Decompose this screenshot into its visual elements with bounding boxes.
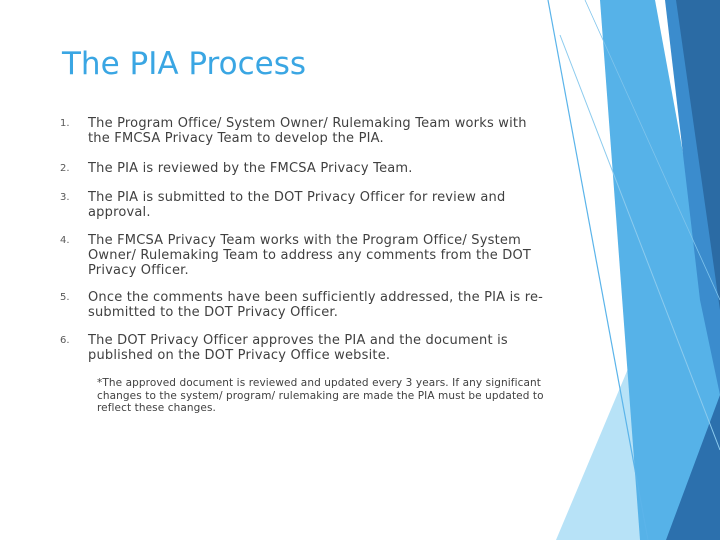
step-text: The DOT Privacy Officer approves the PIA and the document is published on the DOT Privacy Office website.: [88, 333, 508, 363]
step-number: 3.: [60, 192, 70, 203]
step-text: The PIA is submitted to the DOT Privacy Officer for review and approval.: [88, 190, 506, 220]
footnote: *The approved document is reviewed and updated every 3 years. If any significant changes to the system/ program/ rulemaking are made the PIA must be updated to reflect these changes.: [97, 377, 544, 414]
step-item-4: [60, 233, 550, 290]
step-number: 4.: [60, 235, 70, 246]
step-text: The Program Office/ System Owner/ Rulemaking Team works with the FMCSA Privacy Team to develop the PIA.: [88, 116, 527, 146]
process-steps-list: [60, 116, 550, 373]
step-item-2: [60, 161, 550, 190]
step-number: 2.: [60, 163, 70, 174]
slide-title: The PIA Process: [62, 46, 307, 82]
step-number: 1.: [60, 118, 70, 129]
step-item-5: [60, 290, 550, 333]
step-number: 5.: [60, 292, 70, 303]
step-text: The FMCSA Privacy Team works with the Program Office/ System Owner/ Rulemaking Team to address any comments from the DOT Privacy Officer.: [88, 233, 532, 278]
step-item-1: [60, 116, 550, 161]
step-number: 6.: [60, 335, 70, 346]
step-text: Once the comments have been sufficiently addressed, the PIA is re-submitted to the DOT Privacy Officer.: [88, 290, 544, 320]
step-item-3: [60, 190, 550, 233]
step-item-6: [60, 333, 550, 373]
step-text: The PIA is reviewed by the FMCSA Privacy Team.: [88, 161, 413, 176]
